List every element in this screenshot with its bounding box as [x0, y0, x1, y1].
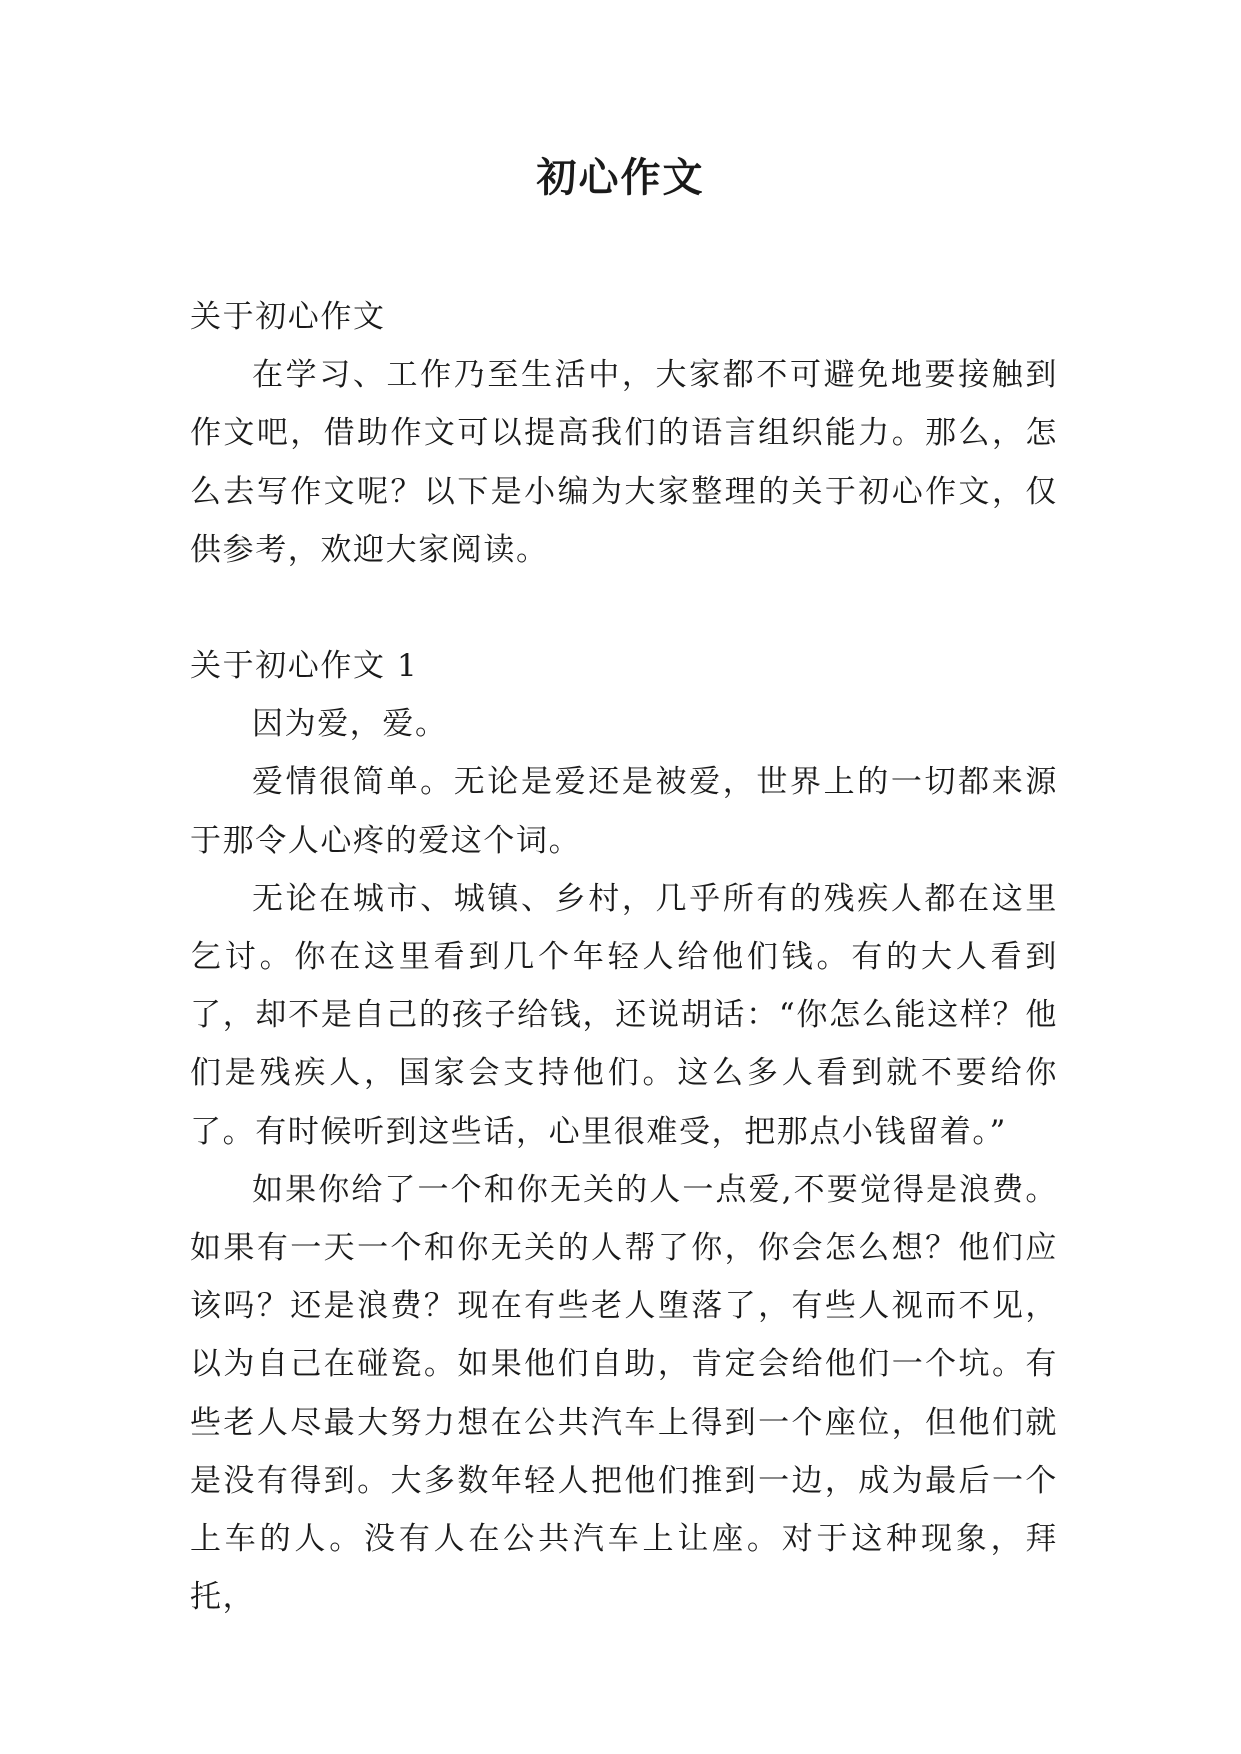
section-heading: 关于初心作文 1 [190, 648, 419, 685]
intro-heading: 关于初心作文 [190, 299, 386, 335]
intro-paragraph: 在学习、工作乃至生活中，大家都不可避免地要接触到作文吧，借助作文可以提高我们的语言组织能力。那么，怎么去写作文呢？以下是小编为大家整理的关于初心作文，仅供参考，欢迎大家阅读。 [190, 357, 1058, 568]
body-paragraph: 因为爱，爱。 [252, 706, 448, 743]
section-spacer [190, 579, 1058, 637]
body-paragraph: 如果你给了一个和你无关的人一点爱,不要觉得是浪费。如果有一天一个和你无关的人帮了你，你会怎么想？他们应该吗？还是浪费？现在有些老人堕落了，有些人视而不见，以为自己在碰瓷。如果他们自助，肯定会给他们一个坑。有些老人尽最大努力想在公共汽车上得到一个座位，但他们就是没有得到。大多数年轻人把他们推到一边，成为最后一个上车的人。没有人在公共汽车上让座。对于这种现象，拜托， [190, 1171, 1058, 1616]
document-body [190, 288, 1058, 1626]
body-paragraph: 无论在城市、城镇、乡村，几乎所有的残疾人都在这里乞讨。你在这里看到几个年轻人给他们钱。有的大人看到了，却不是自己的孩子给钱，还说胡话：“你怎么能这样？他们是残疾人，国家会支持他们。这么多人看到就不要给你了。有时候听到这些话，心里很难受，把那点小钱留着。” [190, 880, 1058, 1150]
document-title: 初心作文 [536, 154, 705, 201]
body-paragraph: 爱情很简单。无论是爱还是被爱，世界上的一切都来源于那令人心疼的爱这个词。 [190, 764, 1058, 859]
